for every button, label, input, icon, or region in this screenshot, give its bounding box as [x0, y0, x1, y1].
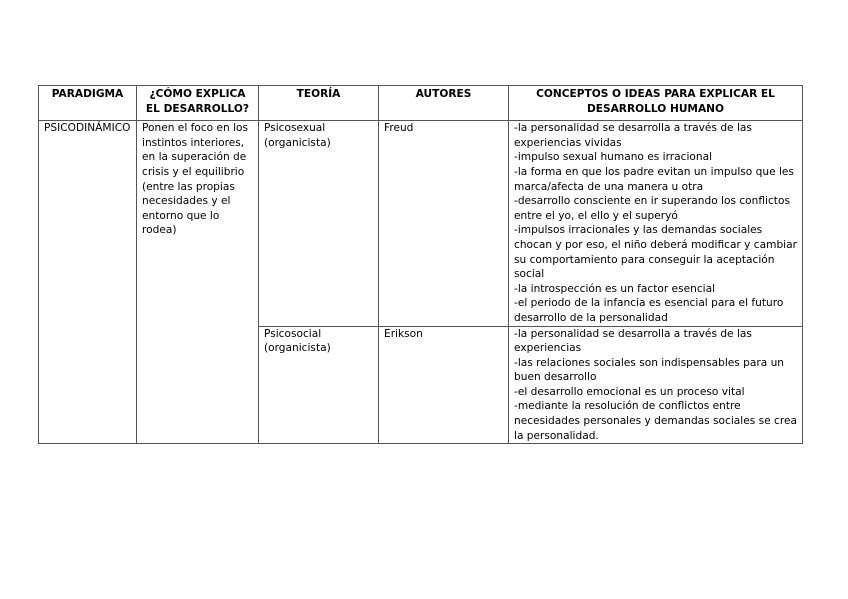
author-cell: Freud	[379, 121, 509, 326]
header-concepts: CONCEPTOS O IDEAS PARA EXPLICAR EL DESARROLLO HUMANO	[509, 86, 803, 121]
concept-line: -mediante la resolución de conflictos entre necesidades personales y demandas sociales se crea la personalidad.	[514, 400, 798, 442]
table-row	[39, 121, 803, 326]
concept-line: -las relaciones sociales son indispensables para un buen desarrollo	[514, 356, 785, 384]
header-explanation: ¿CÓMO EXPLICA EL DESARROLLO?	[137, 86, 259, 121]
development-paradigms-table	[38, 85, 803, 444]
theory-cell: Psicosocial (organicista)	[259, 326, 379, 444]
author-cell: Erikson	[379, 326, 509, 444]
concept-line: -impulsos irracionales y las demandas sociales chocan y por eso, el niño deberá modificar y cambiar su comportamiento para conseguir la aceptación social	[514, 224, 797, 281]
concept-line: -desarrollo consciente en ir superando los conflictos entre el yo, el ello y el superyó	[514, 195, 790, 222]
header-row	[39, 86, 803, 121]
concept-line: -la introspección es un factor esencial	[514, 282, 716, 295]
theory-cell: Psicosexual (organicista)	[259, 121, 379, 326]
header-paradigm: PARADIGMA	[39, 86, 137, 121]
concept-line: -impulso sexual humano es irracional	[514, 151, 713, 164]
concept-line: -la personalidad se desarrolla a través de las experiencias vividas	[514, 122, 752, 149]
concept-line: -la personalidad se desarrolla a través de las experiencias	[514, 327, 752, 355]
concept-line: -la forma en que los padre evitan un impulso que les marca/afecta de una manera u otra	[514, 165, 794, 193]
header-authors: AUTORES	[379, 86, 509, 121]
concept-line: -el desarrollo emocional es un proceso vital	[514, 385, 745, 398]
concepts-cell	[509, 121, 803, 326]
concepts-cell	[509, 326, 803, 444]
explanation-cell: Ponen el foco en los instintos interiores, en la superación de crisis y el equilibrio (entre las propias necesidades y el entorno que lo rodea)	[137, 121, 259, 444]
concept-line: -el periodo de la infancia es esencial para el futuro desarrollo de la personalidad	[514, 297, 784, 324]
header-theory: TEORÍA	[259, 86, 379, 121]
paradigm-cell: PSICODINÁMICO	[39, 121, 137, 444]
